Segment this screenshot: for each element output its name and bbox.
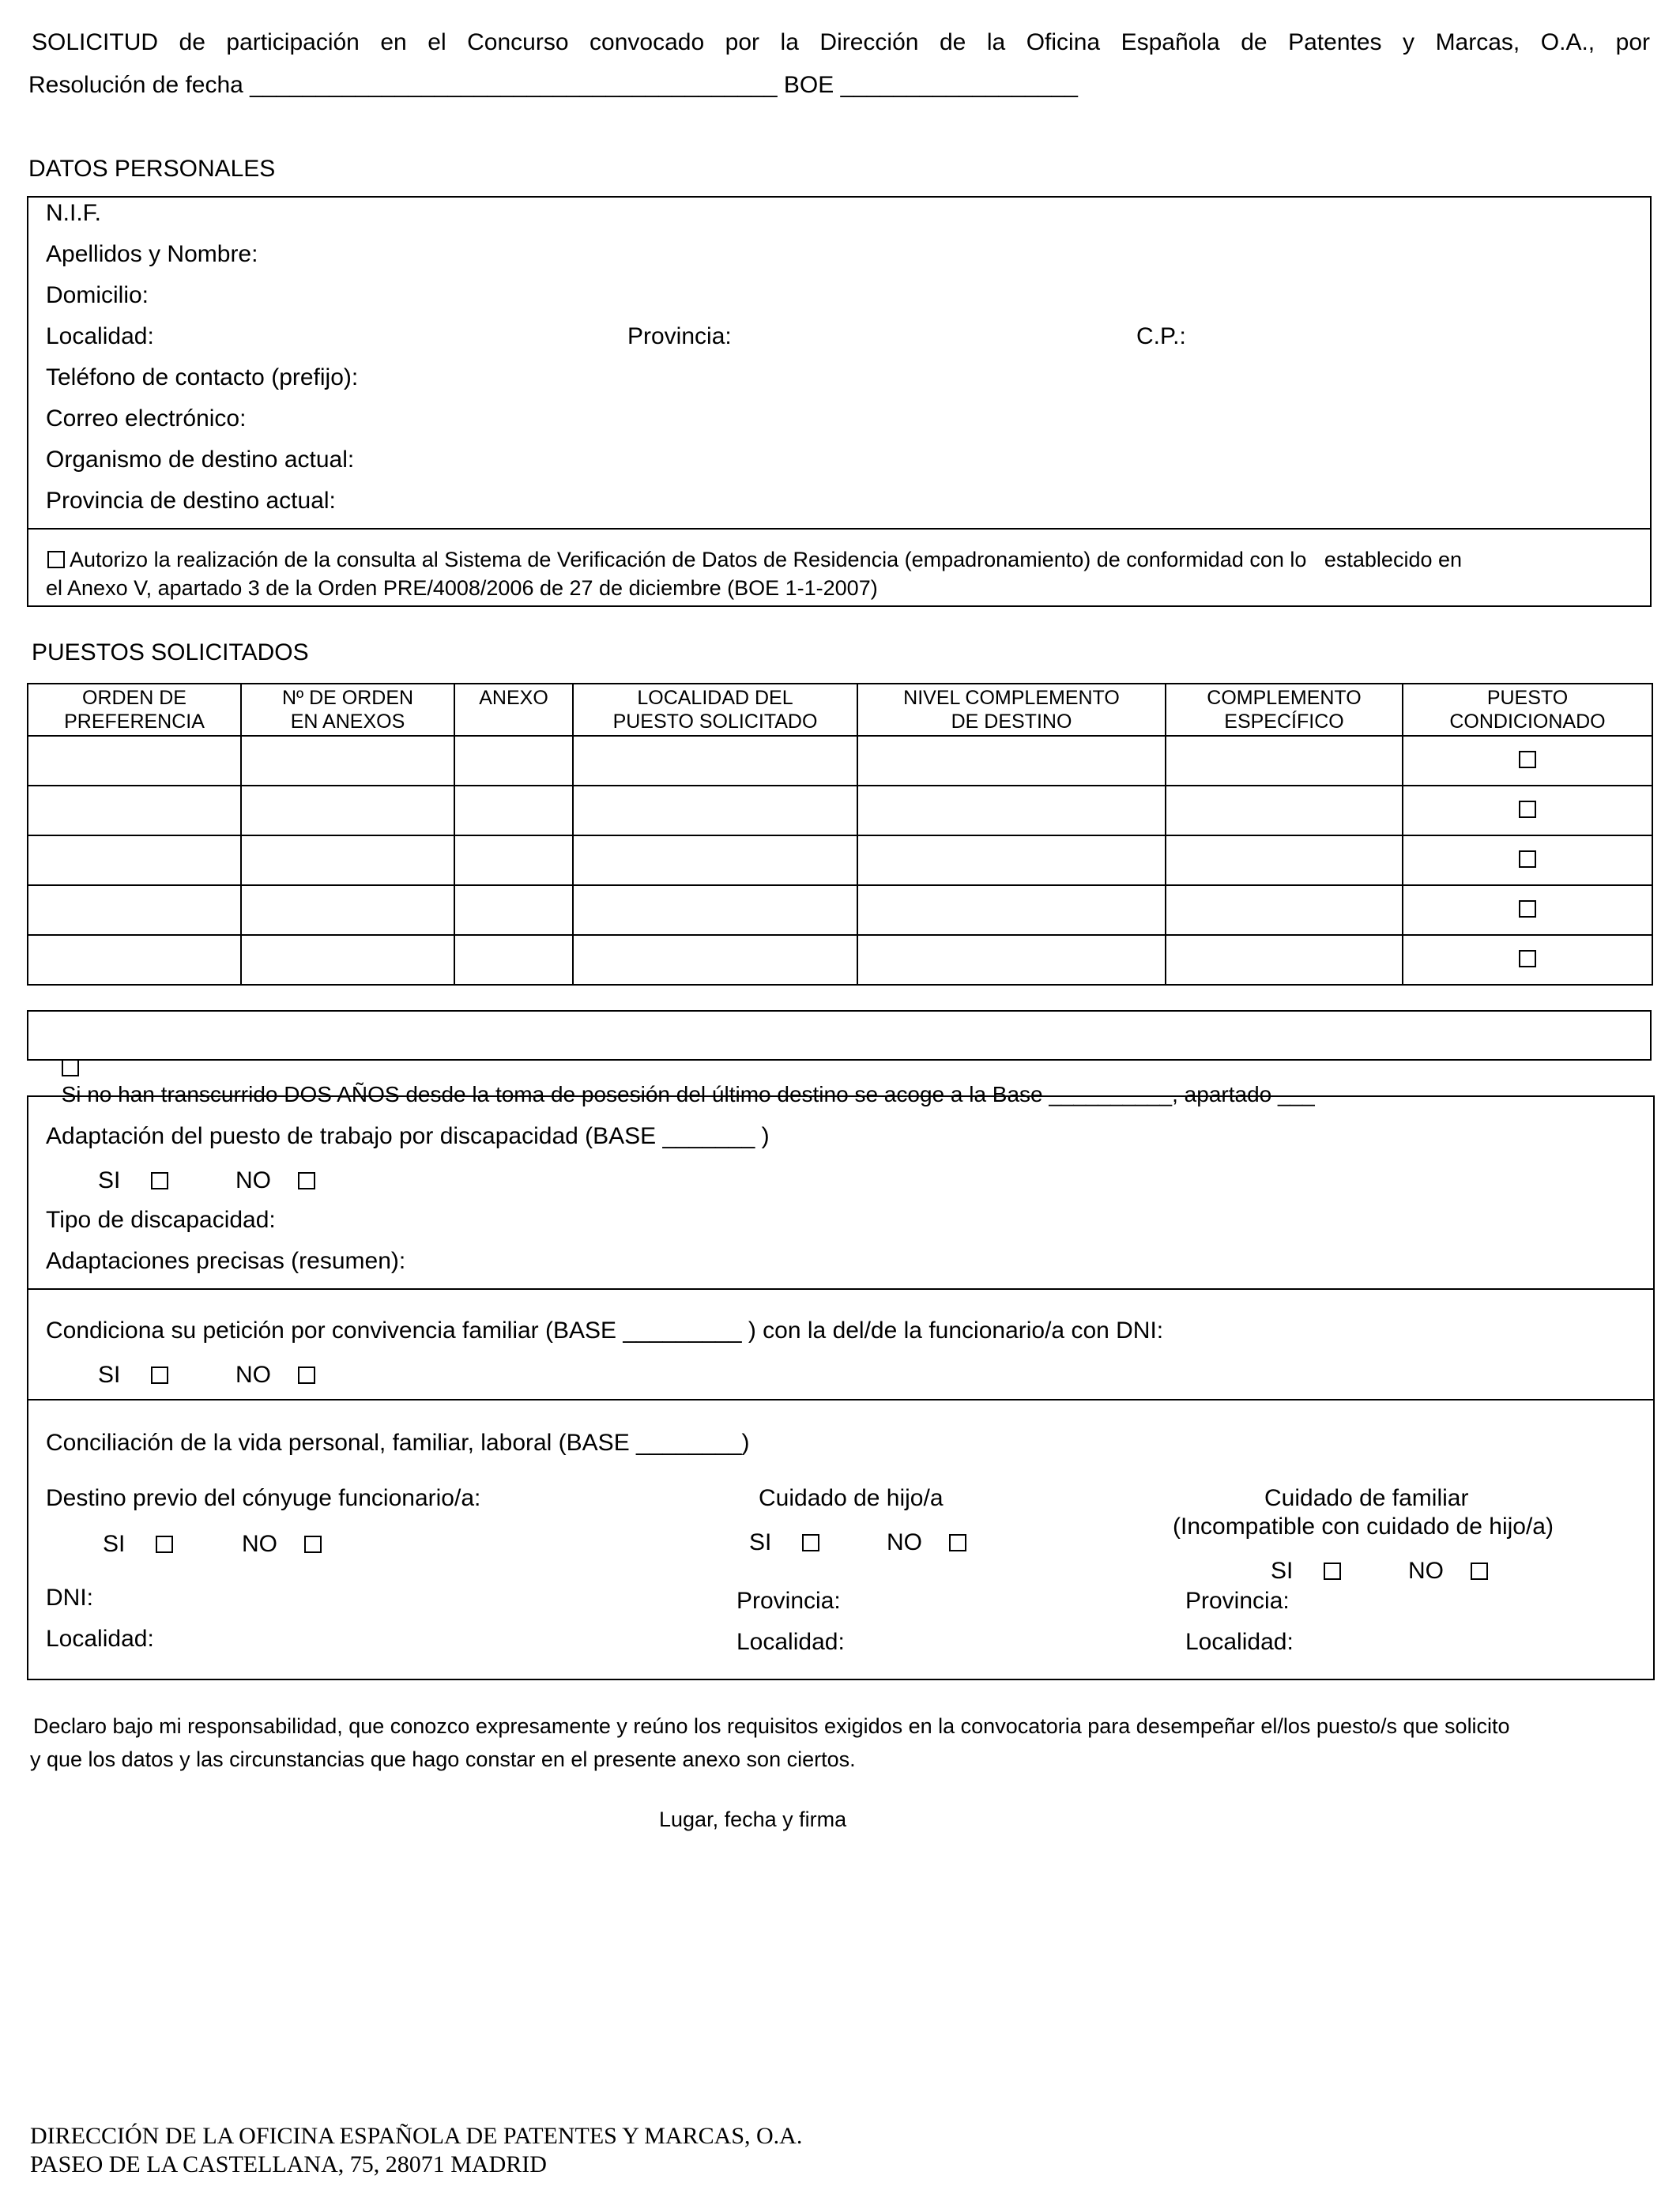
table-cell[interactable] xyxy=(28,786,241,835)
table-cell[interactable] xyxy=(241,935,454,985)
convivencia-title: Condiciona su petición por convivencia familiar (BASE _________ ) con la del/de la funcionario/a con DNI: xyxy=(46,1318,1164,1344)
cuidado-familiar-si xyxy=(1271,1557,1341,1585)
tipo-discapacidad-label: Tipo de discapacidad: xyxy=(46,1207,276,1233)
organismo-label: Organismo de destino actual: xyxy=(46,447,355,473)
adaptaciones-label: Adaptaciones precisas (resumen): xyxy=(46,1248,406,1274)
conyuge-localidad-label: Localidad: xyxy=(46,1626,154,1652)
footer-line-2: PASEO DE LA CASTELLANA, 75, 28071 MADRID xyxy=(30,2151,547,2177)
telefono-label: Teléfono de contacto (prefijo): xyxy=(46,364,359,390)
autorizo-text-2: el Anexo V, apartado 3 de la Orden PRE/4008/2006 de 27 de diciembre (BOE 1-1-2007) xyxy=(46,576,878,600)
si-label: SI xyxy=(98,1362,121,1388)
col-localidad: LOCALIDAD DEL PUESTO SOLICITADO xyxy=(573,684,857,736)
condicionado-checkbox[interactable] xyxy=(1519,900,1536,918)
provincia-destino-label: Provincia de destino actual: xyxy=(46,488,336,514)
table-cell[interactable] xyxy=(1166,885,1403,935)
provincia-label: Provincia: xyxy=(627,323,732,349)
firma-label: Lugar, fecha y firma xyxy=(659,1808,847,1831)
dos-anos-checkbox[interactable] xyxy=(62,1059,79,1076)
table-cell[interactable] xyxy=(454,835,573,885)
no-label: NO xyxy=(235,1362,271,1388)
header-line-2: Resolución de fecha ________________________________________ BOE __________________ xyxy=(28,72,1078,98)
table-cell[interactable] xyxy=(573,885,857,935)
cuidado-familiar-si-checkbox[interactable] xyxy=(1324,1563,1341,1580)
hijo-provincia-label: Provincia: xyxy=(736,1588,841,1614)
dos-anos-text: Si no han transcurrido DOS AÑOS desde la toma de posesión del último destino se acoge a la Base __________, apartado ___ xyxy=(61,1082,1315,1106)
destino-previo-si-checkbox[interactable] xyxy=(156,1536,173,1553)
discapacidad-si-checkbox[interactable] xyxy=(151,1172,168,1189)
table-cell[interactable] xyxy=(857,835,1166,885)
no-label: NO xyxy=(242,1531,277,1557)
destino-previo-label: Destino previo del cónyuge funcionario/a: xyxy=(46,1485,481,1511)
table-cell[interactable] xyxy=(241,885,454,935)
autorizo-checkbox[interactable] xyxy=(47,551,65,568)
cuidado-hijo-label: Cuidado de hijo/a xyxy=(759,1485,944,1511)
table-cell[interactable] xyxy=(1166,786,1403,835)
col-orden-preferencia: ORDEN DE PREFERENCIA xyxy=(28,684,241,736)
table-cell[interactable] xyxy=(573,835,857,885)
discapacidad-no-checkbox[interactable] xyxy=(298,1172,315,1189)
condicionado-cell xyxy=(1403,786,1652,835)
col-complemento-especifico: COMPLEMENTO ESPECÍFICO xyxy=(1166,684,1403,736)
table-cell[interactable] xyxy=(28,835,241,885)
table-cell[interactable] xyxy=(1166,736,1403,786)
table-cell[interactable] xyxy=(1166,835,1403,885)
divider-convivencia xyxy=(27,1288,1655,1290)
si-label: SI xyxy=(103,1531,126,1557)
divider-conciliacion xyxy=(27,1399,1655,1400)
col-anexo: ANEXO xyxy=(454,684,573,736)
table-cell[interactable] xyxy=(28,935,241,985)
cuidado-familiar-no-checkbox[interactable] xyxy=(1471,1563,1488,1580)
si-label: SI xyxy=(98,1167,121,1193)
destino-previo-si xyxy=(103,1530,173,1559)
condicionado-cell xyxy=(1403,835,1652,885)
cuidado-hijo-no xyxy=(887,1529,966,1557)
col-puesto-condicionado: PUESTO CONDICIONADO xyxy=(1403,684,1652,736)
table-cell[interactable] xyxy=(857,786,1166,835)
puestos-title: PUESTOS SOLICITADOS xyxy=(32,639,309,665)
table-cell[interactable] xyxy=(454,935,573,985)
datos-personales-divider xyxy=(27,528,1652,530)
incompatible-label: (Incompatible con cuidado de hijo/a) xyxy=(1173,1514,1554,1540)
table-cell[interactable] xyxy=(241,786,454,835)
table-cell[interactable] xyxy=(241,736,454,786)
cuidado-familiar-label: Cuidado de familiar xyxy=(1264,1485,1469,1511)
autorizo-row xyxy=(47,547,1628,572)
table-row xyxy=(28,786,1652,835)
no-label: NO xyxy=(235,1167,271,1193)
table-row xyxy=(28,935,1652,985)
no-label: NO xyxy=(887,1529,922,1555)
nif-label: N.I.F. xyxy=(46,200,102,226)
table-cell[interactable] xyxy=(241,835,454,885)
hijo-localidad-label: Localidad: xyxy=(736,1629,845,1655)
table-row xyxy=(28,885,1652,935)
condicionado-cell xyxy=(1403,885,1652,935)
table-row xyxy=(28,736,1652,786)
familiar-localidad-label: Localidad: xyxy=(1185,1629,1294,1655)
table-cell[interactable] xyxy=(28,736,241,786)
table-cell[interactable] xyxy=(857,935,1166,985)
condicionado-checkbox[interactable] xyxy=(1519,801,1536,818)
localidad-label: Localidad: xyxy=(46,323,154,349)
apellidos-label: Apellidos y Nombre: xyxy=(46,241,258,267)
table-cell[interactable] xyxy=(454,786,573,835)
si-label: SI xyxy=(749,1529,772,1555)
table-cell[interactable] xyxy=(1166,935,1403,985)
convivencia-si-checkbox[interactable] xyxy=(151,1367,168,1384)
autorizo-text-1: Autorizo la realización de la consulta al Sistema de Verificación de Datos de Residencia (empadronamiento) de conformidad con lo establecido en xyxy=(70,548,1463,571)
table-cell[interactable] xyxy=(857,885,1166,935)
footer-line-1: DIRECCIÓN DE LA OFICINA ESPAÑOLA DE PATENTES Y MARCAS, O.A. xyxy=(30,2123,803,2149)
condicionado-cell xyxy=(1403,935,1652,985)
header-line-1: SOLICITUD de participación en el Concurso convocado por la Dirección de la Oficina Española de Patentes y Marcas, O.A., por xyxy=(32,29,1650,55)
col-orden-anexos: Nº DE ORDEN EN ANEXOS xyxy=(241,684,454,736)
destino-previo-no xyxy=(242,1530,322,1559)
condicionado-checkbox[interactable] xyxy=(1519,751,1536,768)
table-cell[interactable] xyxy=(28,885,241,935)
cuidado-hijo-no-checkbox[interactable] xyxy=(949,1534,966,1551)
table-row xyxy=(28,835,1652,885)
table-cell[interactable] xyxy=(454,736,573,786)
conciliacion-title: Conciliación de la vida personal, familiar, laboral (BASE ________) xyxy=(46,1430,750,1456)
cuidado-familiar-no xyxy=(1408,1557,1488,1585)
condicionado-cell xyxy=(1403,736,1652,786)
discapacidad-si xyxy=(98,1167,168,1195)
table-cell[interactable] xyxy=(857,736,1166,786)
condicionado-checkbox[interactable] xyxy=(1519,950,1536,967)
si-label: SI xyxy=(1271,1558,1294,1584)
puestos-table xyxy=(27,683,1653,986)
discapacidad-no xyxy=(235,1167,315,1195)
convivencia-si xyxy=(98,1361,168,1389)
correo-label: Correo electrónico: xyxy=(46,405,247,432)
datos-personales-title: DATOS PERSONALES xyxy=(28,156,276,182)
discapacidad-title: Adaptación del puesto de trabajo por discapacidad (BASE _______ ) xyxy=(46,1123,770,1149)
declaracion-line-2: y que los datos y las circunstancias que hago constar en el presente anexo son ciertos. xyxy=(30,1747,856,1771)
cuidado-hijo-si xyxy=(749,1529,819,1557)
convivencia-no-checkbox[interactable] xyxy=(298,1367,315,1384)
table-cell[interactable] xyxy=(573,736,857,786)
datos-personales-box xyxy=(27,196,1652,607)
table-cell[interactable] xyxy=(573,786,857,835)
col-nivel-complemento: NIVEL COMPLEMENTO DE DESTINO xyxy=(857,684,1166,736)
puestos-header-row xyxy=(28,684,1652,736)
destino-previo-no-checkbox[interactable] xyxy=(304,1536,322,1553)
domicilio-label: Domicilio: xyxy=(46,282,149,308)
declaracion-line-1: Declaro bajo mi responsabilidad, que conozco expresamente y reúno los requisitos exigidos en la convocatoria para desempeñar el/los puesto/s que solicito xyxy=(33,1714,1510,1738)
table-cell[interactable] xyxy=(454,885,573,935)
convivencia-no xyxy=(235,1361,315,1389)
no-label: NO xyxy=(1408,1558,1444,1584)
dni-label: DNI: xyxy=(46,1585,93,1611)
cp-label: C.P.: xyxy=(1136,323,1186,349)
table-cell[interactable] xyxy=(573,935,857,985)
condicionado-checkbox[interactable] xyxy=(1519,850,1536,868)
familiar-provincia-label: Provincia: xyxy=(1185,1588,1290,1614)
cuidado-hijo-si-checkbox[interactable] xyxy=(802,1534,819,1551)
